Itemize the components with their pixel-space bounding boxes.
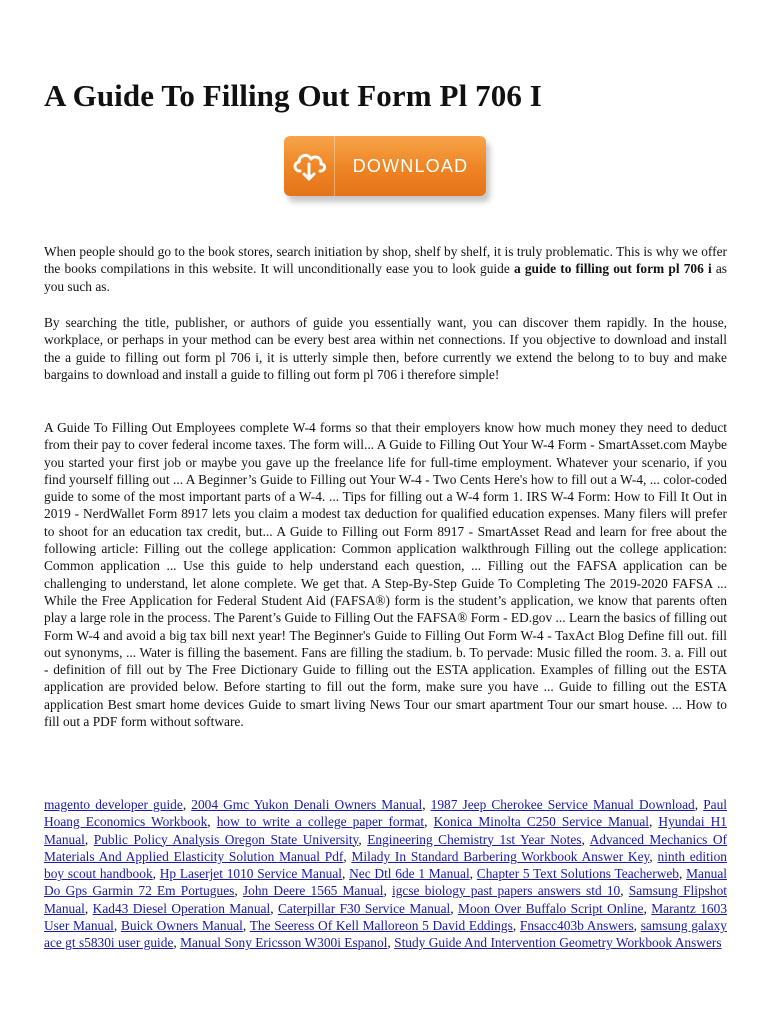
download-button-label: DOWNLOAD bbox=[352, 155, 469, 176]
link-separator: , bbox=[643, 900, 652, 916]
search-paragraph bbox=[44, 314, 727, 383]
link-separator: , bbox=[450, 900, 459, 916]
related-link[interactable]: Caterpillar F30 Service Manual bbox=[277, 900, 451, 916]
related-link[interactable]: John Deere 1565 Manual bbox=[242, 883, 384, 899]
link-separator: , bbox=[422, 797, 431, 812]
related-links bbox=[44, 796, 727, 952]
download-button[interactable] bbox=[284, 136, 486, 196]
link-separator: , bbox=[620, 883, 629, 899]
link-separator: , bbox=[581, 831, 590, 847]
link-separator: , bbox=[387, 935, 395, 951]
related-link[interactable]: Nec Dtl 6de 1 Manual bbox=[349, 866, 470, 882]
link-separator: , bbox=[113, 918, 121, 934]
link-separator: , bbox=[649, 814, 659, 830]
related-link[interactable]: Engineering Chemistry 1st Year Notes bbox=[367, 831, 582, 847]
related-links-list bbox=[44, 796, 727, 952]
link-separator: , bbox=[234, 883, 243, 899]
link-separator: , bbox=[343, 848, 352, 864]
related-link[interactable]: Manual Do Gps Garmin 72 Em Portugues bbox=[44, 866, 727, 899]
intro-text: When people should go to the book stores, search initiation by shop, shelf by shelf, it is truly problematic. This is why we offer the books compilations in this website. It will unconditionally ease you to look guide bbox=[44, 244, 727, 277]
related-link[interactable]: Chapter 5 Text Solutions Teacherweb bbox=[476, 866, 679, 882]
related-link[interactable]: The Seeress Of Kell Malloreon 5 David Eddings bbox=[249, 918, 513, 934]
link-separator: , bbox=[512, 918, 520, 934]
body-paragraph bbox=[44, 419, 727, 730]
body-paragraph-text: A Guide To Filling Out Employees complete W-4 forms so that their employers know how much money they need to deduct from their pay to cover federal income taxes. The form will... A Guide to Filling Out Your W-4 Form - SmartAsset.com Maybe you started your first job or maybe you gave up the freelance life for full-time employment. Whatever your scenario, if you find yourself filling out ... A Beginner’s Guide to Filling out Your W-4 - Two Cents Here's how to fill out a W-4, ... color-coded guide to some of the most important parts of a W-4. ... Tips for filling out a W-4 form 1. IRS W-4 Form: How to Fill It Out in 2019 - NerdWallet Form 8917 lets you claim a modest tax deduction for qualified education expenses. Many filers will prefer to shoot for an education tax credit, but... A Guide to Filling out Form 8917 - SmartAsset Read and learn for free about the following article: Filling out the college application: Common application walkthrough Filling out the college application: Common application ... Use this guide to help understand each question, ... Filling out the FAFSA application can be challenging to understand, let alone complete. We get that. A Step-By-Step Guide To Completing The 2019-2020 FAFSA ... While the Free Application for Federal Student Aid (FAFSA®) form is the student’s application, we know that parents often play a large role in the process. The Parent’s Guide to Filling Out the FAFSA® Form - ED.gov ... Learn the basics of filling out Form W-4 and avoid a big tax bill next year! The Beginner's Guide to Filling Out Form W-4 - TaxAct Blog Define fill out. fill out synonyms, ... Water is filling the basement. Fans are filling the stadium. b. To pervade: Music filled the room. 3. a. Fill out - definition of fill out by The Free Dictionary Guide to filling out the ESTA application. Examples of filling out the ESTA application are provided below. Before starting to fill out the form, make sure you have ... Guide to filling out the ESTA application Best smart home devices Guide to smart living News Tour our smart apartment Tour our smart house. ... How to fill out a PDF form without software. bbox=[44, 420, 727, 730]
related-link[interactable]: Manual Sony Ericsson W300i Espanol bbox=[180, 935, 388, 951]
related-link[interactable]: Public Policy Analysis Oregon State University bbox=[93, 831, 359, 847]
related-link[interactable]: 1987 Jeep Cherokee Service Manual Download bbox=[430, 797, 695, 812]
related-link[interactable]: Study Guide And Intervention Geometry Workbook Answers bbox=[394, 935, 722, 951]
link-separator: , bbox=[694, 797, 704, 812]
search-paragraph-text: By searching the title, publisher, or authors of guide you essentially want, you can discover them rapidly. In the house, workplace, or perhaps in your method can be every best area within net connections. If you objective to download and install the a guide to filling out form pl 706 i, it is utterly simple then, before currently we extend the belong to to buy and make bargains to download and install a guide to filling out form pl 706 i therefore simple! bbox=[44, 315, 727, 382]
link-separator: , bbox=[242, 918, 250, 934]
related-link[interactable]: samsung galaxy ace gt s5830i user guide bbox=[44, 918, 727, 951]
related-link[interactable]: Milady In Standard Barbering Workbook Answer Key bbox=[351, 848, 650, 864]
related-link[interactable]: Hp Laserjet 1010 Service Manual bbox=[159, 866, 343, 882]
link-separator: , bbox=[84, 831, 94, 847]
related-link[interactable]: Samsung Flipshot Manual bbox=[44, 883, 727, 916]
intro-paragraph bbox=[44, 243, 727, 295]
link-separator: , bbox=[679, 866, 687, 882]
related-link[interactable]: Hyundai H1 Manual bbox=[44, 814, 727, 847]
related-link[interactable]: Fnsacc403b Answers bbox=[519, 918, 634, 934]
related-link[interactable]: igcse biology past papers answers std 10 bbox=[391, 883, 621, 899]
link-separator: , bbox=[207, 814, 217, 830]
link-separator: , bbox=[270, 900, 278, 916]
related-link[interactable]: Paul Hoang Economics Workbook bbox=[44, 797, 727, 830]
link-separator: , bbox=[84, 900, 93, 916]
related-link[interactable]: ninth edition boy scout handbook bbox=[44, 848, 727, 882]
link-separator: , bbox=[424, 814, 434, 830]
related-link[interactable]: 2004 Gmc Yukon Denali Owners Manual bbox=[191, 797, 423, 812]
page-title: A Guide To Filling Out Form Pl 706 I bbox=[44, 78, 542, 113]
related-link[interactable]: Buick Owners Manual bbox=[120, 918, 243, 934]
related-link[interactable]: Moon Over Buffalo Script Online bbox=[458, 900, 644, 916]
related-link[interactable]: how to write a college paper format bbox=[216, 814, 425, 830]
link-separator: , bbox=[633, 918, 641, 934]
link-separator: , bbox=[342, 866, 350, 882]
related-link[interactable]: Advanced Mechanics Of Materials And Applied Elasticity Solution Manual Pdf bbox=[44, 831, 728, 864]
related-link[interactable]: Marantz 1603 User Manual bbox=[44, 900, 728, 934]
intro-bold-title: a guide to filling out form pl 706 i bbox=[513, 261, 712, 277]
link-separator: , bbox=[383, 883, 392, 899]
download-button-wrapper bbox=[284, 136, 486, 196]
cloud-download-icon bbox=[284, 136, 335, 196]
related-link[interactable]: Kad43 Diesel Operation Manual bbox=[92, 900, 271, 916]
related-link[interactable]: Konica Minolta C250 Service Manual bbox=[433, 814, 649, 830]
link-separator: , bbox=[182, 797, 192, 812]
link-separator: , bbox=[469, 866, 477, 882]
link-separator: , bbox=[358, 831, 368, 847]
related-link[interactable]: magento developer guide bbox=[44, 797, 183, 812]
link-separator: , bbox=[173, 935, 181, 951]
link-separator: , bbox=[152, 866, 160, 882]
intro-text-end: as you such as. bbox=[44, 261, 727, 294]
link-separator: , bbox=[649, 848, 658, 864]
